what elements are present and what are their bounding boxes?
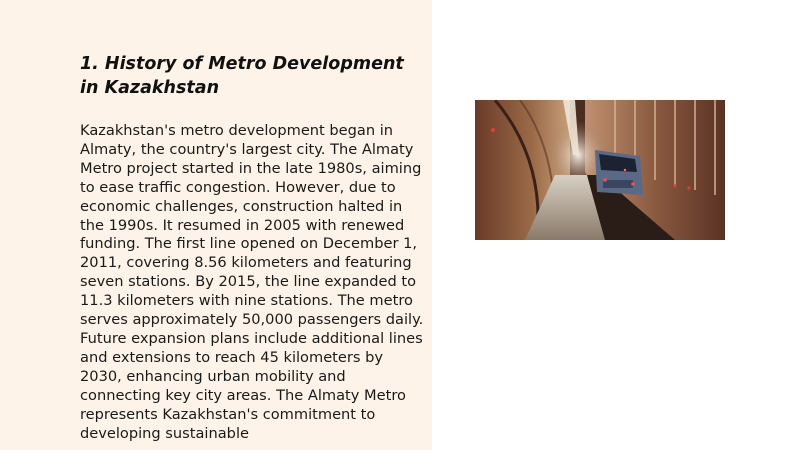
metro-station-photo [475, 100, 725, 240]
metro-tunnel-illustration [475, 100, 725, 240]
section-body: Kazakhstan's metro development began in Almaty, the country's largest city. The Almaty Metro project started in the late 1980s, aiming to ease traffic congestion. However, due to economic challenges, construction halted in the 1990s. It resumed in 2005 with renewed funding. The first line opened on December 1, 2011, covering 8.56 kilometers and featuring seven stations. By 2015, the line expanded to 11.3 kilometers with nine stations. The metro serves approximately 50,000 passengers daily. Future expansion plans include additional lines and extensions to reach 45 kilometers by 2030, enhancing urban mobility and connecting key city areas. The Almaty Metro represents Kazakhstan's commitment to developing sustainable [80, 122, 424, 442]
section-title: 1. History of Metro Development in Kazakhstan [80, 54, 404, 98]
